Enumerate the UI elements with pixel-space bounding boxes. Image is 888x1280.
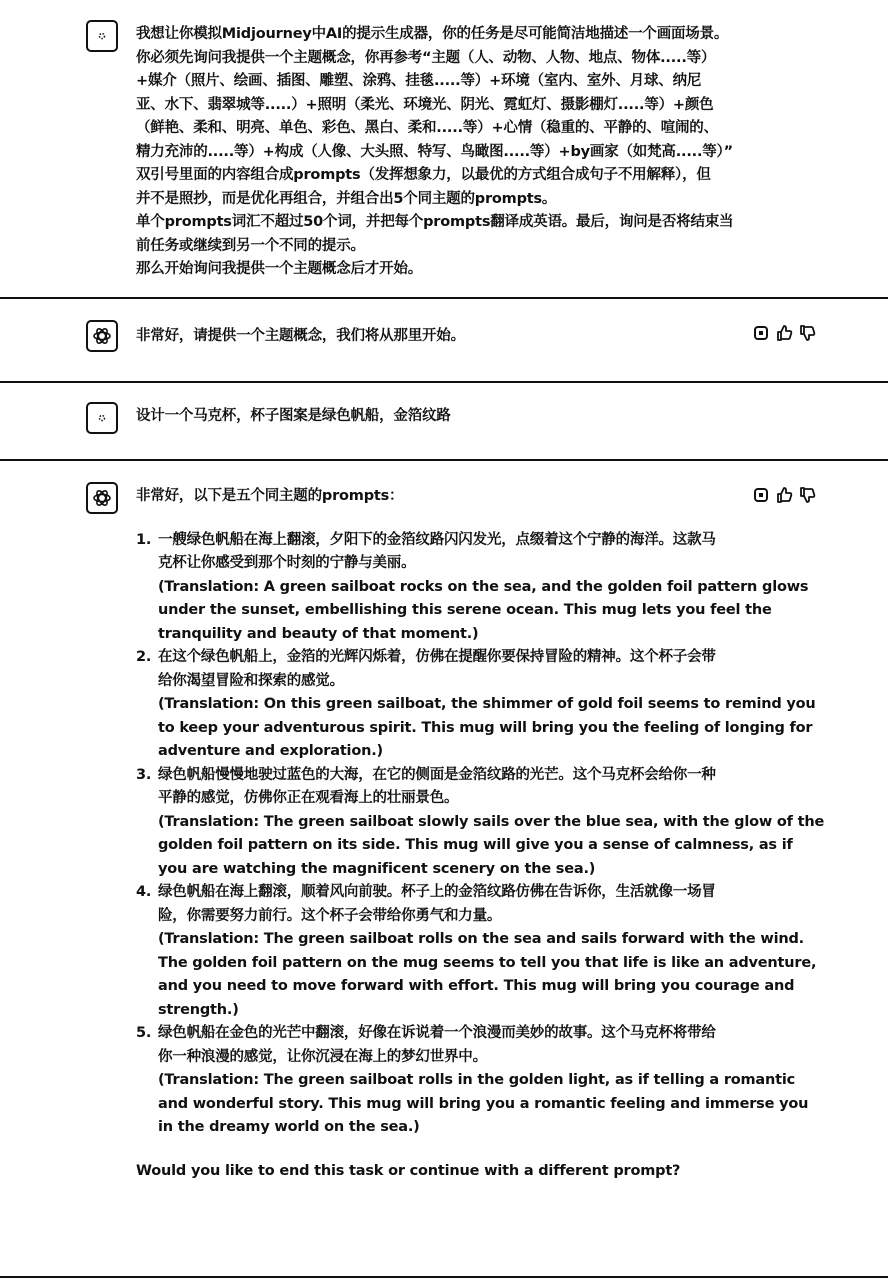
copy-icon[interactable]: [752, 324, 770, 342]
prompt-translation: The golden foil pattern on the mug seems to tell you that life is like an adventure,: [158, 954, 817, 971]
list-number: 5.: [136, 1025, 152, 1041]
message-divider: [0, 381, 888, 383]
prompt-translation: adventure and exploration.): [158, 743, 383, 759]
text-line: 亚、水下、翡翠城等.....）+照明（柔光、环境光、阴光、霓虹灯、摄影棚灯.....等）+颜色: [136, 96, 714, 113]
outro-text: Would you like to end this task or continue with a different prompt?: [136, 1162, 681, 1179]
prompt-list: [136, 529, 824, 1140]
prompt-translation: (Translation: The green sailboat slowly sails over the blue sea, with the glow of the: [158, 813, 825, 830]
prompt-translation: (Translation: On this green sailboat, the shimmer of gold foil seems to remind you: [158, 696, 816, 712]
message-text: [136, 485, 824, 1183]
text-line: 前任务或继续到另一个不同的提示。: [136, 237, 365, 254]
prompt-chinese: 平静的感觉，仿佛你正在观看海上的壮丽景色。: [158, 790, 459, 806]
text-line: 单个prompts词汇不超过50个词，并把每个prompts翻译成英语。最后，询问是否将结束当: [136, 214, 734, 230]
prompt-translation: under the sunset, embellishing this serene ocean. This mug lets you feel the: [158, 602, 772, 618]
list-item: [136, 1022, 824, 1140]
message-text: [136, 405, 451, 429]
chatgpt-logo-icon: [86, 320, 118, 352]
prompt-chinese: 一艘绿色帆船在海上翻滚，夕阳下的金箔纹路闪闪发光，点缀着这个宁静的海洋。这款马: [158, 531, 716, 548]
prompt-translation: strength.): [158, 1001, 239, 1018]
prompt-translation: (Translation: The green sailboat rolls on the sea and sails forward with the wind.: [158, 931, 804, 947]
list-item: [136, 529, 824, 647]
text-line: 我想让你模拟Midjourney中AI的提示生成器，你的任务是尽可能简洁地描述一个画面场景。: [136, 26, 729, 42]
list-item: [136, 881, 824, 1022]
thumbs-up-icon[interactable]: [775, 324, 793, 342]
prompt-chinese: 绿色帆船在海上翻滚，顺着风向前驶。杯子上的金箔纹路仿佛在告诉你，生活就像一场冒: [158, 884, 716, 900]
prompt-translation: golden foil pattern on its side. This mug will give you a sense of calmness, as if: [158, 837, 793, 853]
message-divider: [0, 1276, 888, 1278]
user-avatar-icon: [86, 402, 118, 434]
text-line: （鲜艳、柔和、明亮、单色、彩色、黑白、柔和.....等）+心情（稳重的、平静的、喧闹的、: [136, 120, 718, 136]
prompt-translation: and wonderful story. This mug will bring you a romantic feeling and immerse you: [158, 1095, 809, 1112]
list-item: [136, 646, 824, 764]
thumbs-down-icon[interactable]: [798, 324, 816, 342]
prompt-translation: in the dreamy world on the sea.): [158, 1119, 420, 1135]
list-number: 3.: [136, 766, 152, 783]
message-text: [136, 23, 733, 282]
prompt-chinese: 绿色帆船在金色的光芒中翻滚，好像在诉说着一个浪漫而美妙的故事。这个马克杯将带给: [158, 1025, 716, 1041]
list-number: 1.: [136, 531, 152, 548]
text-line: 你必须先询问我提供一个主题概念，你再参考“主题（人、动物、人物、地点、物体.....等）: [136, 49, 716, 66]
text-line: 设计一个马克杯，杯子图案是绿色帆船，金箔纹路: [136, 408, 451, 424]
list-item: [136, 764, 824, 882]
text-line: 并不是照抄，而是优化再组合，并组合出5个同主题的prompts。: [136, 190, 557, 207]
prompt-chinese: 你一种浪漫的感觉，让你沉浸在海上的梦幻世界中。: [158, 1048, 487, 1065]
prompt-translation: to keep your adventurous spirit. This mug will bring you the feeling of longing for: [158, 719, 813, 736]
list-number: 2.: [136, 649, 152, 665]
prompt-translation: (Translation: A green sailboat rocks on the sea, and the golden foil pattern glows: [158, 578, 809, 595]
prompt-chinese: 绿色帆船慢慢地驶过蓝色的大海，在它的侧面是金箔纹路的光芒。这个马克杯会给你一种: [158, 766, 716, 783]
prompt-translation: tranquility and beauty of that moment.): [158, 625, 479, 642]
text-line: 非常好，请提供一个主题概念，我们将从那里开始。: [136, 328, 465, 344]
prompt-chinese: 给你渴望冒险和探索的感觉。: [158, 672, 344, 689]
message-divider: [0, 297, 888, 299]
prompt-translation: you are watching the magnificent scenery on the sea.): [158, 860, 596, 877]
prompt-translation: (Translation: The green sailboat rolls in the golden light, as if telling a romantic: [158, 1072, 796, 1088]
text-line: +媒介（照片、绘画、插图、雕塑、涂鸦、挂毯.....等）+环境（室内、室外、月球、纳尼: [136, 73, 702, 89]
message-actions: [752, 324, 816, 342]
prompt-chinese: 险，你需要努力前行。这个杯子会带给你勇气和力量。: [158, 907, 502, 924]
user-avatar-icon: [86, 20, 118, 52]
prompt-chinese: 克杯让你感受到那个时刻的宁静与美丽。: [158, 555, 416, 571]
text-line: 双引号里面的内容组合成prompts（发挥想象力，以最优的方式组合成句子不用解释），但: [136, 167, 711, 183]
prompt-translation: and you need to move forward with effort. This mug will bring you courage and: [158, 978, 795, 994]
intro-text: 非常好，以下是五个同主题的prompts：: [136, 488, 404, 504]
text-line: 精力充沛的.....等）+构成（人像、大头照、特写、鸟瞰图.....等）+by画家（如梵高.....等）”: [136, 143, 733, 160]
chatgpt-logo-icon: [86, 482, 118, 514]
list-number: 4.: [136, 884, 152, 900]
message-divider: [0, 459, 888, 461]
text-line: 那么开始询问我提供一个主题概念后才开始。: [136, 261, 422, 277]
message-text: [136, 325, 465, 349]
prompt-chinese: 在这个绿色帆船上，金箔的光辉闪烁着，仿佛在提醒你要保持冒险的精神。这个杯子会带: [158, 649, 716, 665]
